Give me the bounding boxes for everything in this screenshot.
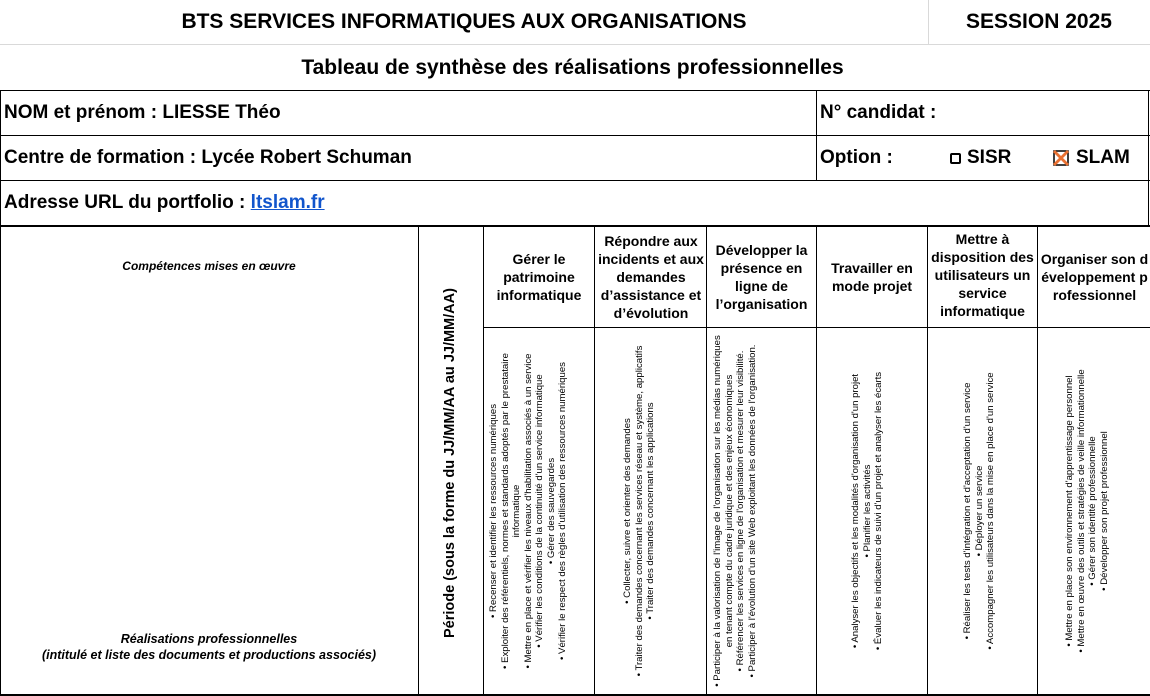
competence-item: • Vérifier les conditions de la continuité d'un service informatique	[534, 374, 545, 648]
training-centre: Centre de formation : Lycée Robert Schuman	[4, 147, 412, 168]
option-slam[interactable]	[1052, 136, 1147, 180]
col-head-patrimoine: Gérer le patrimoine informatique	[496, 250, 582, 303]
competence-item: • Planifier les activités	[861, 464, 873, 558]
competence-item: • Vérifier le respect des règles d'utilisation des ressources numériques	[557, 362, 568, 660]
realisations-sublabel: (intitulé et liste des documents et productions associés)	[41, 648, 377, 662]
periode-label: Période (sous la forme du JJ/MM/AA au JJ/MM/AA)	[442, 288, 458, 638]
col-items-presence	[712, 332, 758, 690]
slam-checked-icon[interactable]	[1052, 149, 1070, 167]
sisr-checkbox-icon[interactable]	[950, 153, 961, 164]
session-label: SESSION 2025	[966, 10, 1112, 33]
col-head-developpement: Organiser son développement professionnel	[1040, 250, 1149, 303]
competence-item: • Collecter, suivre et orienter des demandes	[622, 418, 633, 604]
col-items-patrimoine	[488, 332, 569, 690]
competence-item: • Mettre en œuvre des outils et stratégies de veille informationnelle	[1075, 369, 1087, 653]
realisations-label: Réalisations professionnelles	[120, 632, 298, 646]
option-label: Option :	[820, 147, 893, 168]
competence-item: • Exploiter des référentiels, normes et standards adoptés par le prestataire informatique	[499, 353, 522, 669]
competence-item: • Réaliser les tests d'intégration et d'acceptation d'un service	[962, 382, 973, 640]
student-name: NOM et prénom : LIESSE Théo	[4, 102, 281, 123]
competence-item: • Analyser les objectifs et les modalités d'organisation d'un projet	[850, 373, 861, 649]
competence-item: • Participer à la valorisation de l'image de l'organisation sur les médias numériques en tenant compte du cadre juridique et des enjeux économiques	[712, 335, 735, 687]
portfolio-link[interactable]: ltslam.fr	[250, 192, 325, 213]
competence-item: • Traiter des demandes concernant les applications	[645, 402, 656, 620]
exam-title: BTS SERVICES INFORMATIQUES AUX ORGANISATIONS	[181, 10, 747, 33]
candidate-number-label: N° candidat :	[820, 102, 937, 123]
col-items-service	[962, 332, 997, 690]
col-head-incidents: Répondre aux incidents et aux demandes d’assistance et d’évolution	[598, 232, 704, 321]
page-subtitle: Tableau de synthèse des réalisations professionnelles	[301, 55, 844, 79]
col-items-projet	[850, 332, 885, 690]
competence-item: • Participer à l'évolution d'un site Web exploitant les données de l'organisation.	[746, 344, 758, 678]
competence-item: • Mettre en place son environnement d'apprentissage personnel	[1064, 375, 1075, 647]
competence-item: • Accompagner les utilisateurs dans la mise en place d'un service	[985, 372, 996, 650]
competence-item: • Déployer un service	[973, 465, 985, 557]
slam-label: SLAM	[1076, 147, 1130, 168]
competence-item: • Mettre en place et vérifier les niveaux d'habilitation associés à un service	[522, 353, 534, 669]
col-head-service: Mettre à disposition des utilisateurs un service informatique	[931, 230, 1034, 319]
competence-item: • Développer son projet professionnel	[1098, 431, 1110, 591]
sisr-label: SISR	[967, 147, 1012, 168]
competence-item: • Référencer les services en ligne de l'organisation et mesurer leur visibilité.	[735, 350, 746, 672]
competence-item: • Recenser et identifier les ressources numériques	[488, 404, 499, 618]
portfolio-row	[4, 181, 1104, 225]
portfolio-label: Adresse URL du portfolio :	[4, 192, 246, 213]
competence-item: • Gérer des sauvegardes	[545, 457, 557, 565]
competence-item: • Gérer son identité professionnelle	[1087, 436, 1098, 586]
competences-label: Compétences mises en œuvre	[122, 259, 296, 273]
col-head-presence: Développer la présence en ligne de l’organisation	[715, 241, 808, 312]
col-items-incidents	[622, 332, 657, 690]
realisations-heading	[0, 631, 418, 667]
col-head-projet: Travailler en mode projet	[831, 259, 913, 294]
col-items-developpement	[1064, 332, 1110, 690]
option-sisr[interactable]	[950, 136, 1040, 180]
competence-item: • Évaluer les indicateurs de suivi d'un projet et analyser les écarts	[873, 371, 884, 651]
competence-item: • Traiter des demandes concernant les services réseau et système, applicatifs	[633, 345, 645, 677]
